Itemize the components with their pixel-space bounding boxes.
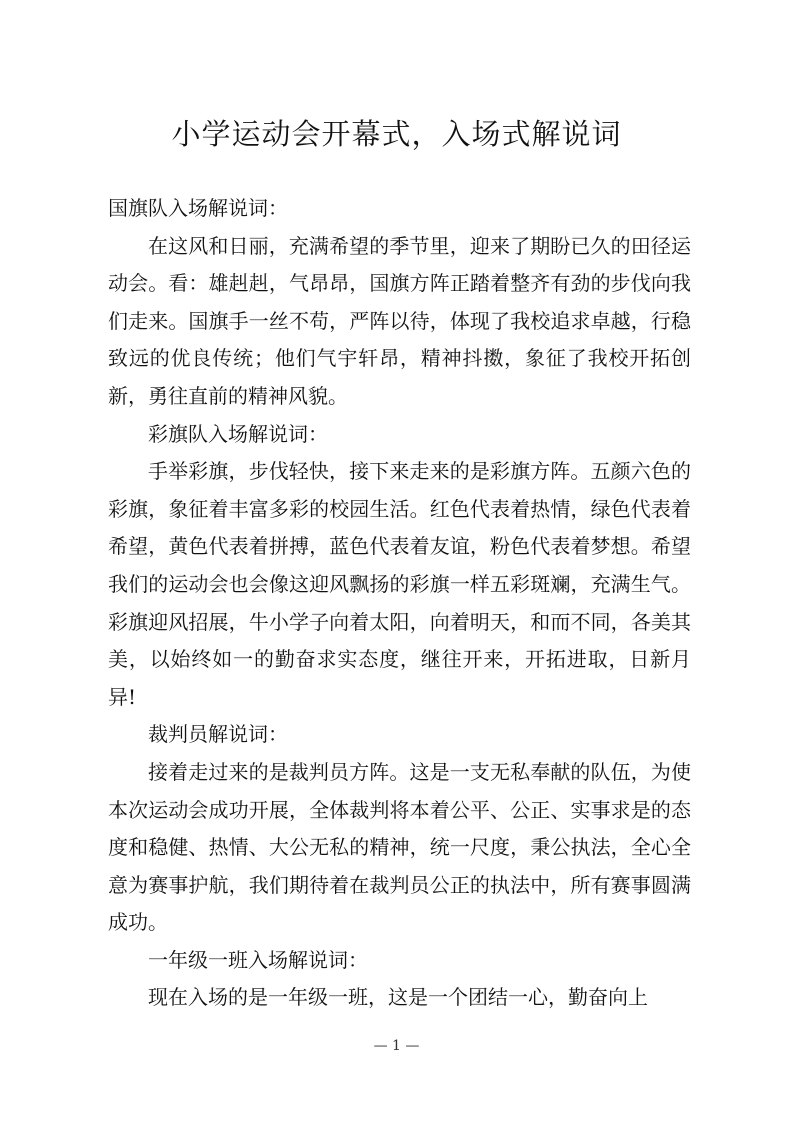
- section-heading-grade1-class1: 一年级一班入场解说词：: [148, 947, 368, 972]
- paragraph-grade1-class1: 现在入场的是一年级一班，这是一个团结一心，勤奋向上: [148, 985, 648, 1010]
- section-heading-referees: 裁判员解说词：: [148, 722, 288, 747]
- paragraph-color-flag-team: 手举彩旗，步伐轻快，接下来走来的是彩旗方阵。五颜六色的彩旗，象征着丰富多彩的校园生活。红色代表着热情，绿色代表着希望，黄色代表着拼搏，蓝色代表着友谊，粉色代表着梦想。希望我们的运动会也会像这迎风飘扬的彩旗一样五彩斑斓，充满生气。彩旗迎风招展，牛小学子向着太阳，向着明天，和而不同，各美其美，以始终如一的勤奋求实态度，继往开来，开拓进取，日新月异!: [108, 459, 691, 709]
- page-number: — 1 —: [373, 1038, 420, 1054]
- paragraph-referees: 接着走过来的是裁判员方阵。这是一支无私奉献的队伍，为使本次运动会成功开展，全体裁判将本着公平、公正、实事求是的态度和稳健、热情、大公无私的精神，统一尺度，秉公执法，全心全意为赛事护航，我们期待着在裁判员公正的执法中，所有赛事圆满成功。: [108, 759, 691, 935]
- paragraph-flag-team: 在这风和日丽，充满希望的季节里，迎来了期盼已久的田径运动会。看：雄赳赳，气昂昂，国旗方阵正踏着整齐有劲的步伐向我们走来。国旗手一丝不苟，严阵以待，体现了我校追求卓越，行稳致远的优良传统；他们气宇轩昂，精神抖擞，象征了我校开拓创新，勇往直前的精神风貌。: [108, 233, 691, 408]
- section-heading-color-flag-team: 彩旗队入场解说词：: [148, 421, 328, 446]
- section-heading-flag-team: 国旗队入场解说词：: [108, 196, 288, 220]
- document-body: [108, 190, 691, 1017]
- document-title: 小学运动会开幕式，入场式解说词: [171, 117, 622, 151]
